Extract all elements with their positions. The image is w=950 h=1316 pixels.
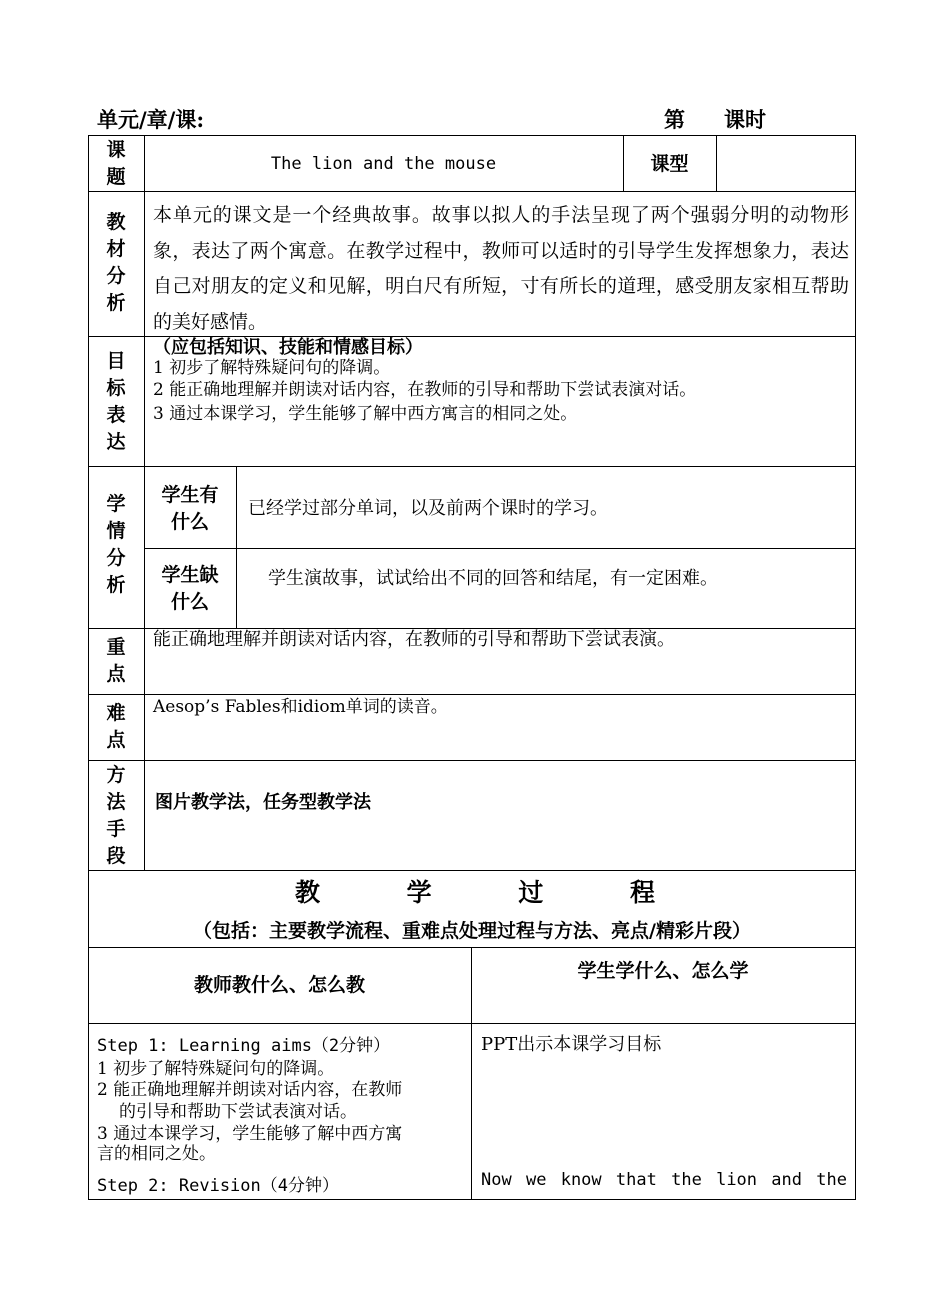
step1-item: 的引导和帮助下尝试表演对话。 bbox=[119, 1102, 357, 1122]
method-label: 方法手段 bbox=[106, 764, 126, 867]
goal-item: 1 初步了解特殊疑问句的降调。 bbox=[153, 358, 391, 378]
step1-title: Step 1: Learning aims（2分钟） bbox=[97, 1036, 391, 1056]
difficulty-text: Aesop’s Fables和idiom单词的读音。 bbox=[153, 697, 448, 717]
word: the bbox=[816, 1170, 847, 1190]
students-lack-label: 学生缺什么 bbox=[161, 564, 219, 613]
teacher-column-header: 教师教什么、怎么教 bbox=[193, 974, 365, 996]
student-activity-1: PPT出示本课学习目标 bbox=[481, 1034, 662, 1055]
lesson-number-suffix: 课时 bbox=[724, 107, 766, 132]
difficulty-label: 难点 bbox=[106, 702, 126, 751]
word: and bbox=[771, 1170, 802, 1190]
goals-label: 目标表达 bbox=[106, 350, 126, 453]
method-text: 图片教学法，任务型教学法 bbox=[155, 792, 371, 813]
student-column-header: 学生学什么、怎么学 bbox=[577, 960, 749, 982]
lesson-type-label: 课型 bbox=[650, 153, 689, 175]
word: the bbox=[671, 1170, 702, 1190]
process-title bbox=[295, 876, 655, 910]
analysis-text: 本单元的课文是一个经典故事。故事以拟人的手法呈现了两个强弱分明的动物形象，表达了两个寓意。在教学过程中，教师可以适时的引导学生发挥想象力，表达自己对朋友的定义和见解，明白尺有所短，寸有所长的道理，感受朋友家相互帮助的美好感情。 bbox=[153, 204, 849, 333]
goal-item: 3 通过本课学习，学生能够了解中西方寓言的相同之处。 bbox=[153, 404, 578, 424]
step2-title: Step 2: Revision（4分钟） bbox=[97, 1176, 339, 1196]
analysis-label: 教材分析 bbox=[106, 211, 126, 314]
key-point-label: 重点 bbox=[106, 636, 126, 685]
step1-item: 1 初步了解特殊疑问句的降调。 bbox=[97, 1059, 335, 1079]
students-have-text: 已经学过部分单词，以及前两个课时的学习。 bbox=[248, 498, 608, 519]
word: lion bbox=[716, 1170, 758, 1190]
process-title-char: 学 bbox=[406, 878, 432, 907]
students-label: 学情分析 bbox=[106, 493, 126, 596]
unit-label: 单元/章/课: bbox=[97, 107, 205, 132]
step1-item: 3 通过本课学习，学生能够了解中西方寓 bbox=[97, 1124, 403, 1144]
word: we bbox=[525, 1170, 547, 1190]
process-subtitle: （包括：主要教学流程、重难点处理过程与方法、亮点/精彩片段） bbox=[193, 920, 751, 942]
goal-item: 2 能正确地理解并朗读对话内容，在教师的引导和帮助下尝试表演对话。 bbox=[153, 380, 697, 400]
key-point-text: 能正确地理解并朗读对话内容，在教师的引导和帮助下尝试表演。 bbox=[153, 629, 675, 650]
students-lack-text: 学生演故事，试试给出不同的回答和结尾，有一定困难。 bbox=[268, 568, 718, 589]
goals-heading: （应包括知识、技能和情感目标） bbox=[153, 337, 423, 358]
word: Now bbox=[481, 1170, 512, 1190]
process-title-char: 过 bbox=[518, 878, 544, 907]
step1-item: 言的相同之处。 bbox=[97, 1144, 216, 1164]
word: know bbox=[560, 1170, 602, 1190]
topic-label: 课题 bbox=[106, 139, 126, 188]
lesson-number-prefix: 第 bbox=[664, 107, 685, 132]
word: that bbox=[615, 1170, 657, 1190]
step1-item: 2 能正确地理解并朗读对话内容，在教师 bbox=[97, 1080, 403, 1100]
process-title-char: 程 bbox=[629, 878, 655, 907]
process-title-char: 教 bbox=[295, 878, 321, 907]
students-have-label: 学生有什么 bbox=[161, 484, 219, 533]
student-activity-2 bbox=[481, 1169, 847, 1191]
topic-value: The lion and the mouse bbox=[270, 154, 497, 174]
